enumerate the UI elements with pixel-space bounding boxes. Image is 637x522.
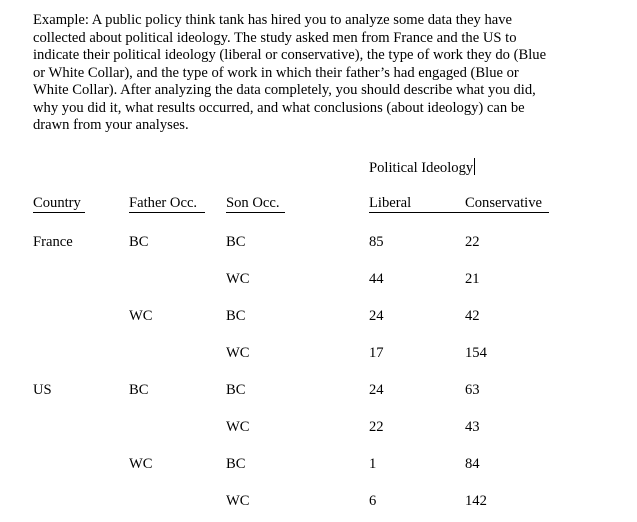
cell-liberal: 44 — [369, 271, 384, 287]
header-underline-son — [226, 212, 285, 213]
group-header-label: Political Ideology — [369, 160, 474, 176]
header-son-occ: Son Occ. — [226, 195, 280, 211]
paragraph-line: White Collar). After analyzing the data completely, you should describe what you did, — [33, 82, 536, 98]
cell-conservative: 154 — [465, 345, 487, 361]
cell-conservative: 63 — [465, 382, 480, 398]
header-father-occ: Father Occ. — [129, 195, 198, 211]
cell-conservative: 84 — [465, 456, 480, 472]
cell-liberal: 17 — [369, 345, 384, 361]
cell-country: France — [33, 234, 73, 250]
paragraph-line: Example: A public policy think tank has hired you to analyze some data they have — [33, 12, 513, 28]
cell-liberal: 6 — [369, 493, 377, 509]
paragraph-line: collected about political ideology. The study asked men from France and the US to — [33, 29, 517, 46]
cell-son: WC — [226, 271, 250, 287]
cell-son: BC — [226, 456, 246, 472]
paragraph-line: indicate their political ideology (liberal or conservative), the type of work they do (Blue — [33, 47, 547, 63]
paragraph-line: why you did it, what results occurred, and what conclusions (about ideology) can be — [33, 99, 525, 116]
cell-father: WC — [129, 456, 153, 472]
cell-liberal: 22 — [369, 419, 384, 435]
cell-son: WC — [226, 419, 250, 435]
cell-liberal: 1 — [369, 456, 377, 472]
header-country: Country — [33, 195, 81, 211]
cell-liberal: 85 — [369, 234, 384, 250]
cell-father: BC — [129, 234, 149, 250]
group-header-political-ideology — [369, 158, 475, 177]
cell-conservative: 21 — [465, 271, 480, 287]
cell-country: US — [33, 382, 52, 398]
cell-father: BC — [129, 382, 149, 398]
paragraph-line: or White Collar), and the type of work in which their father’s had engaged (Blue or — [33, 64, 519, 81]
cell-conservative: 22 — [465, 234, 480, 250]
cell-father: WC — [129, 308, 153, 324]
cell-conservative: 42 — [465, 308, 480, 324]
header-underline-ideology — [369, 212, 549, 213]
header-liberal: Liberal — [369, 195, 412, 211]
cell-conservative: 43 — [465, 419, 480, 435]
cell-conservative: 142 — [465, 493, 487, 509]
header-underline-country — [33, 212, 85, 213]
cell-son: BC — [226, 382, 246, 398]
text-cursor — [474, 158, 475, 175]
cell-son: BC — [226, 234, 246, 250]
header-conservative: Conservative — [465, 195, 543, 211]
cell-son: BC — [226, 308, 246, 324]
paragraph-line: drawn from your analyses. — [33, 117, 189, 133]
cell-liberal: 24 — [369, 308, 384, 324]
header-underline-father — [129, 212, 205, 213]
problem-paragraph — [33, 12, 605, 135]
cell-son: WC — [226, 493, 250, 509]
cell-liberal: 24 — [369, 382, 384, 398]
cell-son: WC — [226, 345, 250, 361]
